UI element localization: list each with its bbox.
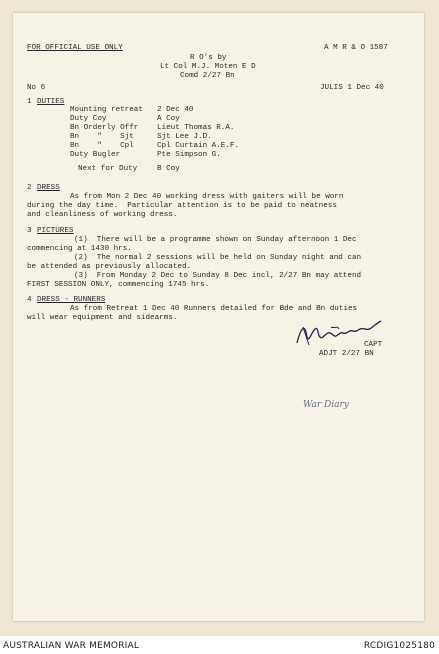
section-heading-runners: DRESS - RUNNERS: [37, 296, 106, 304]
section-number: 1: [27, 98, 32, 106]
official-use-label: FOR OFFICIAL USE ONLY: [27, 44, 123, 52]
section-heading-duties: DUTIES: [37, 98, 65, 106]
paragraph-line: FIRST SESSION ONLY, commencing 1745 hrs.: [27, 281, 210, 289]
paragraph-line: As from Mon 2 Dec 40 working dress with gaiters will be worn: [70, 193, 344, 201]
section-number: 3: [27, 227, 32, 235]
paragraph-line: and cleanliness of working dress.: [27, 211, 178, 219]
paragraph-line: commencing at 1430 hrs.: [27, 245, 132, 253]
duty-label: Duty Coy: [70, 115, 107, 123]
paragraph-line: will wear equipment and sidearms.: [27, 314, 178, 322]
paragraph-line: (1) There will be a programme shown on Sunday afternoon 1 Dec: [74, 236, 357, 244]
paragraph-line: As from Retreat 1 Dec 40 Runners detailed for Bde and Bn duties: [70, 305, 358, 313]
order-date: JULIS 1 Dec 40: [320, 84, 384, 92]
commander-name: Lt Col M.J. Moten E D: [160, 63, 256, 71]
ros-by: R O's by: [190, 54, 227, 62]
duty-value: Pte Simpson G.: [157, 151, 221, 159]
duty-label: Bn " Sjt: [70, 133, 134, 141]
archive-name: AUSTRALIAN WAR MEMORIAL: [3, 641, 140, 651]
duty-value: Lieut Thomas R.A.: [157, 124, 235, 132]
archive-footer: [0, 637, 439, 654]
next-duty-value: B Coy: [157, 165, 180, 173]
signatory-rank: CAPT: [364, 341, 383, 349]
handwritten-note: War Diary: [303, 400, 349, 410]
duty-label: Mounting retreat: [70, 106, 143, 114]
paragraph-line: (3) From Monday 2 Dec to Sunday 8 Dec incl, 2/27 Bn may attend: [74, 272, 362, 280]
paragraph-line: (2) The normal 2 sessions will be held on Sunday night and can: [74, 254, 362, 262]
paragraph-line: during the day time. Particular attention is to be paid to neatness: [27, 202, 337, 210]
paragraph-line: be attended as previously allocated.: [27, 263, 192, 271]
signatory-appointment: ADJT 2/27 BN: [319, 350, 374, 358]
form-reference: A M R & O 1587: [324, 44, 388, 52]
duty-label: Duty Bugler: [70, 151, 121, 159]
order-number: No 6: [27, 84, 46, 92]
section-number: 4: [27, 296, 32, 304]
document-page: [13, 13, 424, 621]
section-number: 2: [27, 184, 32, 192]
duty-value: 2 Dec 40: [157, 106, 194, 114]
section-heading-dress: DRESS: [37, 184, 60, 192]
command-unit: Comd 2/27 Bn: [180, 72, 235, 80]
archive-reference: RCDIG1025180: [363, 641, 435, 651]
duty-value: Sjt Lee J.D.: [157, 133, 212, 141]
section-heading-pictures: PICTURES: [37, 227, 74, 235]
duty-value: Cpl Curtain A.E.F.: [157, 142, 240, 150]
next-duty-label: Next for Duty: [78, 165, 138, 173]
duty-label: Bn Orderly Offr: [70, 124, 139, 132]
duty-value: A Coy: [157, 115, 180, 123]
duty-label: Bn " Cpl: [70, 142, 134, 150]
